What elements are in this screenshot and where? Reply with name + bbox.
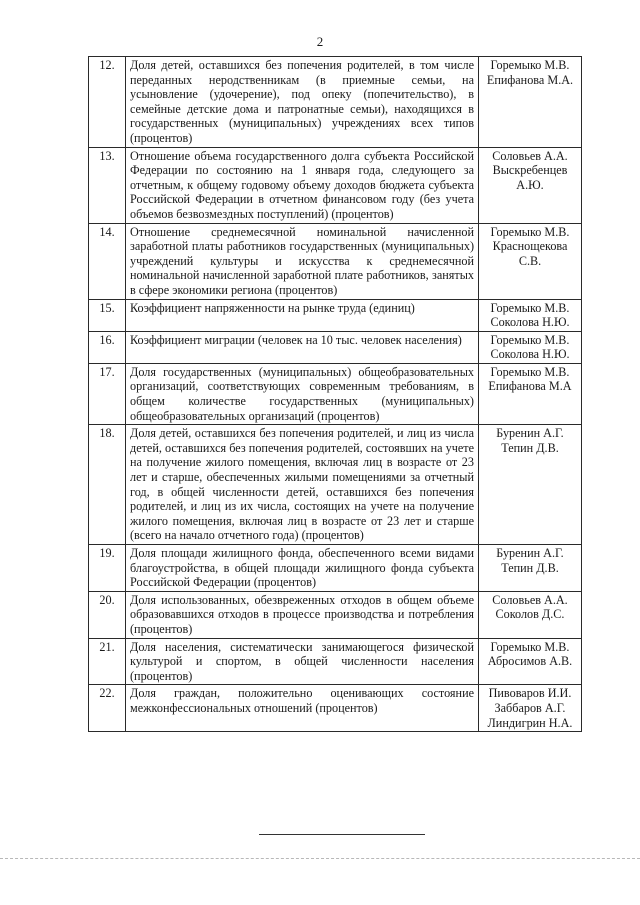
indicator-description: Доля населения, систематически занимающегося физической культурой и спортом, в общей численности населения (процентов) [126, 638, 479, 685]
responsible-person: Горемыко М.В. [490, 364, 570, 379]
table-row [89, 331, 582, 363]
responsible-persons [479, 363, 582, 424]
responsible-persons [479, 147, 582, 223]
responsible-person: Буренин А.Г. [496, 426, 564, 441]
row-number: 12. [89, 57, 126, 148]
table-row [89, 545, 582, 592]
responsible-person: Соловьев А.А. [492, 592, 568, 607]
responsible-persons [479, 331, 582, 363]
responsible-person: Линдигрин Н.А. [487, 715, 573, 730]
responsible-persons [479, 591, 582, 638]
responsible-person: Горемыко М.В. [490, 332, 570, 347]
page-number: 2 [316, 34, 324, 49]
table-row [89, 425, 582, 545]
scan-margin-line [0, 858, 640, 859]
responsible-person: Епифанова М.А. [486, 72, 574, 87]
responsible-persons [479, 685, 582, 732]
responsible-person: Тепин Д.В. [501, 440, 559, 455]
row-number: 21. [89, 638, 126, 685]
responsible-persons [479, 425, 582, 545]
responsible-person: Заббаров А.Г. [494, 700, 566, 715]
indicator-description: Доля использованных, обезвреженных отходов в общем объеме образовавшихся отходов в процессе производства и потребления (процентов) [126, 591, 479, 638]
indicator-description: Доля государственных (муниципальных) общеобразовательных организаций, соответствующих современным требованиям, в общем количестве государственных (муниципальных) общеобразовательных организаций (процентов) [126, 363, 479, 424]
row-number: 13. [89, 147, 126, 223]
indicator-description: Доля площади жилищного фонда, обеспеченного всеми видами благоустройства, в общей площади жилищного фонда субъекта Российской Федерации (процентов) [126, 545, 479, 592]
responsible-person: Горемыко М.В. [490, 639, 570, 654]
indicator-description: Коэффициент миграции (человек на 10 тыс. человек населения) [126, 331, 479, 363]
responsible-person: Абросимов А.В. [487, 654, 573, 669]
indicators-table-body [89, 57, 582, 732]
responsible-person: Буренин А.Г. [496, 546, 564, 560]
end-of-document-rule [259, 834, 425, 835]
table-row [89, 57, 582, 148]
indicator-description: Доля граждан, положительно оценивающих состояние межконфессиональных отношений (процентов) [126, 685, 479, 732]
responsible-person: Выскребенцев А.Ю. [492, 163, 568, 192]
table-row [89, 591, 582, 638]
responsible-person: Пивоваров И.И. [488, 686, 572, 701]
responsible-persons [479, 223, 582, 299]
row-number: 18. [89, 425, 126, 545]
row-number: 15. [89, 299, 126, 331]
responsible-person: Тепин Д.В. [501, 560, 559, 575]
indicator-description: Коэффициент напряженности на рынке труда (единиц) [126, 299, 479, 331]
table-row [89, 299, 582, 331]
indicator-description: Доля детей, оставшихся без попечения родителей, и лиц из числа детей, оставшихся без попечения родителей, состоявших на учете на получение жилого помещения, включая лиц в возрасте от 23 лет и старше, обеспеченных жилыми помещениями за отчетный год, в общей численности детей, оставшихся без попечения родителей, и лиц из их числа, состоящих на учете на получение жилого помещения, включая лиц в возрасте от 23 лет и старше (всего на начало отчетного года) (процентов) [126, 425, 479, 545]
responsible-persons [479, 545, 582, 592]
responsible-person: Епифанова М.А [488, 379, 572, 394]
responsible-person: Горемыко М.В. [490, 300, 570, 315]
table-row [89, 363, 582, 424]
responsible-persons [479, 638, 582, 685]
responsible-person: Краснощекова С.В. [492, 239, 568, 268]
row-number: 20. [89, 591, 126, 638]
table-row [89, 223, 582, 299]
row-number: 19. [89, 545, 126, 592]
row-number: 22. [89, 685, 126, 732]
row-number: 16. [89, 331, 126, 363]
row-number: 14. [89, 223, 126, 299]
responsible-persons [479, 299, 582, 331]
responsible-person: Горемыко М.В. [490, 224, 570, 239]
indicator-description: Доля детей, оставшихся без попечения родителей, в том числе переданных неродственникам (в приемные семьи, на усыновление (удочерение), под опеку (попечительство), в семейные детские дома и патронатные семьи), находящихся в государственных (муниципальных) учреждениях всех типов (процентов) [126, 57, 479, 148]
responsible-person: Соколова Н.Ю. [490, 315, 570, 330]
responsible-person: Соколова Н.Ю. [490, 347, 570, 362]
indicator-description: Отношение объема государственного долга субъекта Российской Федерации по состоянию на 1 января года, следующего за отчетным, к общему годовому объему доходов бюджета субъекта Российской Федерации в отчетном финансовом году (без учета объемов безвозмездных поступлений) (процентов) [126, 147, 479, 223]
responsible-persons [479, 57, 582, 148]
table-row [89, 147, 582, 223]
row-number: 17. [89, 363, 126, 424]
responsible-person: Соловьев А.А. [492, 148, 568, 163]
table-row [89, 685, 582, 732]
table-row [89, 638, 582, 685]
indicator-description: Отношение среднемесячной номинальной начисленной заработной платы работников государственных (муниципальных) учреждений культуры и искусства к среднемесячной номинальной начисленной заработной плате работников, занятых в сфере экономики региона (процентов) [126, 223, 479, 299]
responsible-person: Горемыко М.В. [490, 58, 570, 72]
responsible-person: Соколов Д.С. [495, 607, 565, 622]
indicators-table [88, 56, 582, 732]
